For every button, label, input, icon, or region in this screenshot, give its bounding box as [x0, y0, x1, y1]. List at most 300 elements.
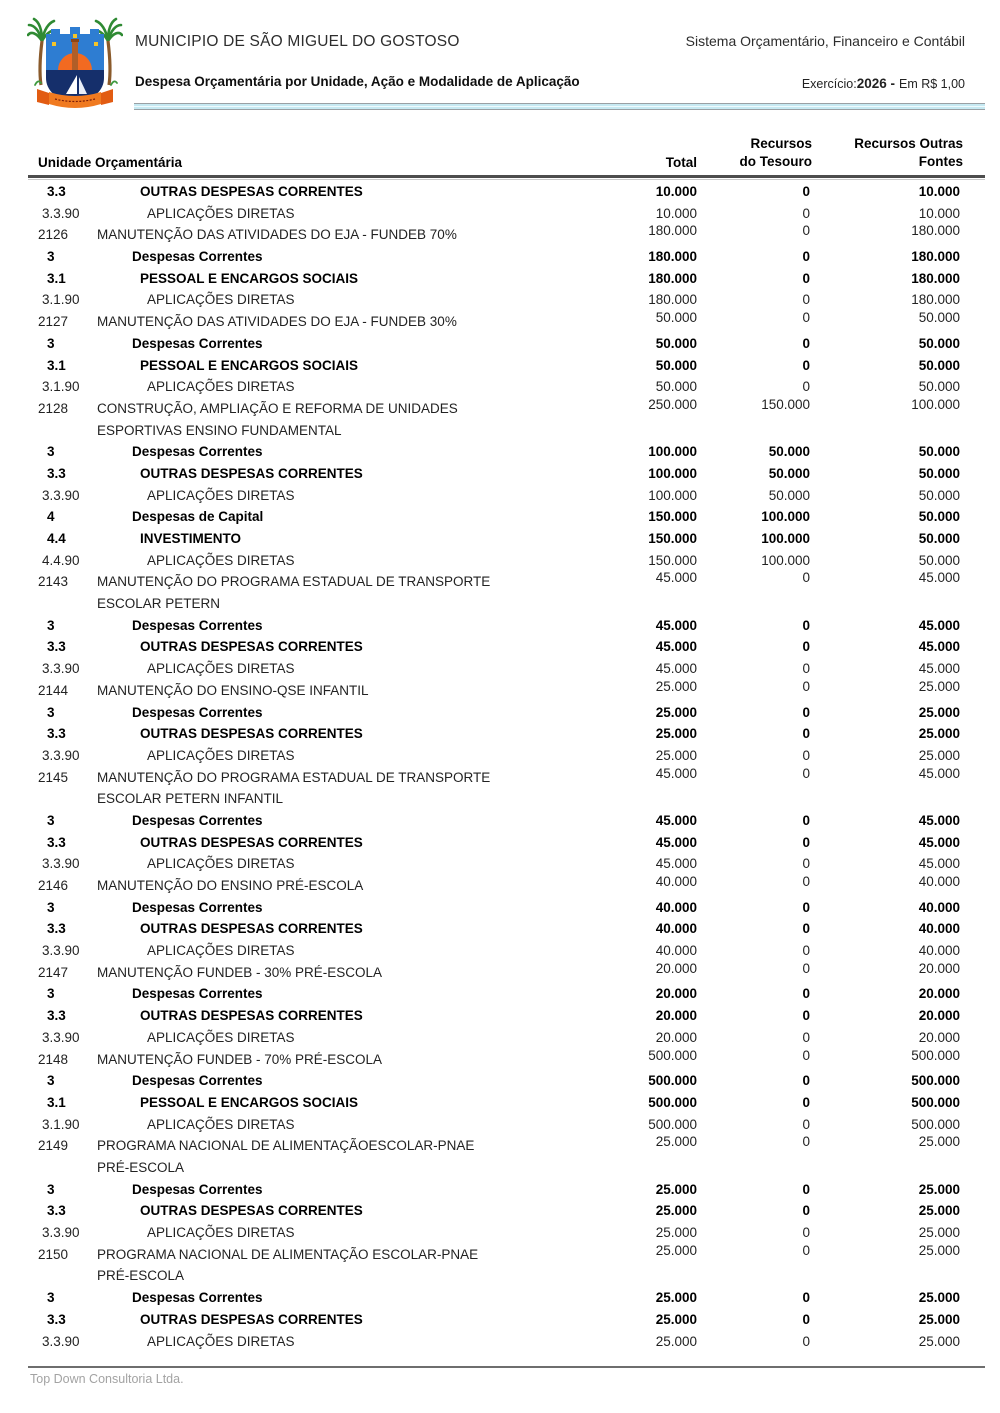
row-code: 3	[47, 812, 55, 828]
row-other-sources-value: 25.000	[918, 1181, 960, 1197]
table-row	[0, 376, 1000, 398]
row-other-sources-value: 10.000	[918, 184, 960, 199]
row-other-sources-value: 50.000	[918, 509, 960, 525]
table-row	[0, 224, 1000, 246]
row-description	[140, 1309, 1000, 1331]
row-code: 3.3.90	[42, 943, 80, 959]
table-row	[0, 268, 1000, 290]
table-row	[0, 463, 1000, 485]
table-row	[0, 918, 1000, 940]
row-description	[132, 333, 1000, 355]
row-description	[97, 1244, 1000, 1287]
row-other-sources-value: 25.000	[918, 1203, 960, 1219]
row-total-value: 150.000	[648, 509, 697, 525]
row-total-value: 100.000	[648, 465, 697, 481]
row-other-sources-value: 50.000	[918, 335, 960, 351]
column-header-other-line2: Fontes	[918, 154, 963, 169]
row-description-line1: OUTRAS DESPESAS CORRENTES	[140, 1203, 363, 1219]
table-row	[0, 289, 1000, 311]
row-code: 2149	[38, 1138, 69, 1154]
row-code: 3.3	[47, 1203, 66, 1219]
table-row	[0, 940, 1000, 962]
row-description-line1: PROGRAMA NACIONAL DE ALIMENTAÇÃOESCOLAR-PNAE	[97, 1138, 475, 1154]
row-description	[97, 311, 1000, 333]
row-treasury-value: 0	[802, 747, 810, 763]
row-treasury-value: 0	[802, 704, 810, 720]
row-description-line1: Despesas Correntes	[132, 812, 263, 828]
row-description	[140, 1092, 1000, 1114]
row-treasury-value: 0	[802, 1311, 810, 1327]
row-description-line1: PESSOAL E ENCARGOS SOCIAIS	[140, 1094, 359, 1110]
row-description	[132, 441, 1000, 463]
row-other-sources-value: 40.000	[918, 943, 960, 959]
table-row	[0, 636, 1000, 658]
exercise-year: 2026 -	[856, 76, 895, 91]
row-description	[147, 745, 1000, 767]
row-total-value: 500.000	[648, 1116, 697, 1132]
row-description	[132, 702, 1000, 724]
row-description-line1: APLICAÇÕES DIRETAS	[147, 379, 295, 395]
row-total-value: 25.000	[655, 1333, 697, 1349]
row-code: 3.3.90	[42, 856, 80, 872]
row-description-line1: OUTRAS DESPESAS CORRENTES	[140, 639, 363, 655]
row-code: 3.1.90	[42, 1116, 80, 1132]
row-treasury-value: 0	[802, 1181, 810, 1197]
row-total-value: 45.000	[655, 812, 697, 828]
row-description-line1: MANUTENÇÃO DO ENSINO PRÉ-ESCOLA	[97, 878, 364, 894]
row-total-value: 25.000	[655, 1311, 697, 1327]
row-code: 3	[47, 704, 55, 720]
table-row	[0, 1049, 1000, 1071]
row-other-sources-value: 500.000	[911, 1116, 960, 1132]
row-description	[147, 1222, 1000, 1244]
row-treasury-value: 0	[802, 834, 810, 850]
row-description-line1: APLICAÇÕES DIRETAS	[147, 205, 295, 221]
row-other-sources-value: 45.000	[918, 812, 960, 828]
row-other-sources-value: 50.000	[918, 379, 960, 395]
table-row	[0, 550, 1000, 572]
row-total-value: 180.000	[648, 292, 697, 308]
row-description-line1: MANUTENÇÃO FUNDEB - 30% PRÉ-ESCOLA	[97, 964, 383, 980]
row-other-sources-value: 20.000	[918, 960, 960, 976]
row-code: 3.1.90	[42, 379, 80, 395]
row-total-value: 180.000	[648, 270, 697, 286]
row-code: 3.3	[47, 1311, 66, 1327]
row-description-line2: ESPORTIVAS ENSINO FUNDAMENTAL	[97, 422, 342, 438]
row-code: 2148	[38, 1051, 69, 1067]
row-description	[140, 355, 1000, 377]
row-description	[140, 1200, 1000, 1222]
table-row	[0, 571, 1000, 614]
row-description	[97, 398, 1000, 441]
row-treasury-value: 0	[802, 678, 810, 694]
column-header-total: Total	[665, 155, 697, 170]
table-row	[0, 333, 1000, 355]
row-description-line1: Despesas Correntes	[132, 249, 263, 265]
column-header-treasury-line1: Recursos	[750, 136, 812, 151]
row-total-value: 20.000	[655, 1008, 697, 1024]
row-other-sources-value: 45.000	[918, 834, 960, 850]
row-description	[132, 615, 1000, 637]
row-other-sources-value: 25.000	[918, 1134, 960, 1150]
row-description	[147, 658, 1000, 680]
row-treasury-value: 0	[802, 1203, 810, 1219]
row-treasury-value: 0	[802, 1008, 810, 1024]
row-description	[140, 1005, 1000, 1027]
row-code: 3.3.90	[42, 1225, 80, 1241]
row-other-sources-value: 50.000	[918, 531, 960, 547]
row-other-sources-value: 50.000	[918, 465, 960, 481]
row-description-line1: MANUTENÇÃO DO ENSINO-QSE INFANTIL	[97, 682, 369, 698]
row-description	[132, 983, 1000, 1005]
row-description	[132, 1179, 1000, 1201]
row-other-sources-value: 180.000	[911, 292, 960, 308]
row-other-sources-value: 25.000	[918, 1311, 960, 1327]
row-description	[147, 1027, 1000, 1049]
row-description-line1: PROGRAMA NACIONAL DE ALIMENTAÇÃO ESCOLAR-PNAE	[97, 1246, 479, 1262]
row-other-sources-value: 40.000	[918, 921, 960, 937]
row-description	[132, 810, 1000, 832]
row-total-value: 25.000	[655, 1225, 697, 1241]
row-other-sources-value: 500.000	[911, 1094, 960, 1110]
row-total-value: 50.000	[655, 379, 697, 395]
row-description	[147, 485, 1000, 507]
row-total-value: 45.000	[655, 765, 697, 781]
row-other-sources-value: 180.000	[911, 249, 960, 265]
row-treasury-value: 0	[802, 184, 810, 199]
row-description	[97, 571, 1000, 614]
row-code: 3	[47, 1073, 55, 1089]
row-description-line1: PESSOAL E ENCARGOS SOCIAIS	[140, 357, 359, 373]
row-description	[97, 767, 1000, 810]
row-code: 3	[47, 617, 55, 633]
row-treasury-value: 0	[802, 960, 810, 976]
table-row	[0, 745, 1000, 767]
row-code: 2147	[38, 964, 69, 980]
row-total-value: 50.000	[655, 357, 697, 373]
header-divider	[134, 103, 985, 110]
row-other-sources-value: 45.000	[918, 765, 960, 781]
row-treasury-value: 100.000	[761, 552, 810, 568]
row-treasury-value: 0	[802, 292, 810, 308]
row-treasury-value: 0	[802, 899, 810, 915]
row-treasury-value: 0	[802, 1047, 810, 1063]
table-row	[0, 962, 1000, 984]
row-code: 3.3	[47, 834, 66, 850]
row-total-value: 25.000	[655, 726, 697, 742]
table-row	[0, 181, 1000, 203]
row-description-line2: PRÉ-ESCOLA	[97, 1160, 185, 1175]
row-treasury-value: 0	[802, 765, 810, 781]
row-other-sources-value: 180.000	[911, 223, 960, 239]
row-treasury-value: 0	[802, 661, 810, 677]
row-other-sources-value: 500.000	[911, 1047, 960, 1063]
column-header-unit: Unidade Orçamentária	[38, 155, 183, 170]
row-treasury-value: 0	[802, 1333, 810, 1349]
row-description-line1: OUTRAS DESPESAS CORRENTES	[140, 834, 363, 850]
row-treasury-value: 0	[802, 570, 810, 586]
row-description	[132, 506, 1000, 528]
row-description-line1: APLICAÇÕES DIRETAS	[147, 1116, 295, 1132]
table-row	[0, 1005, 1000, 1027]
row-description-line1: Despesas Correntes	[132, 986, 263, 1002]
table-row	[0, 246, 1000, 268]
row-total-value: 25.000	[655, 1203, 697, 1219]
row-total-value: 25.000	[655, 1134, 697, 1150]
row-total-value: 150.000	[648, 531, 697, 547]
row-description-line1: APLICAÇÕES DIRETAS	[147, 1333, 295, 1349]
row-code: 2144	[38, 682, 69, 698]
table-row	[0, 398, 1000, 441]
row-code: 4.4.90	[42, 552, 80, 568]
row-treasury-value: 0	[802, 223, 810, 239]
row-total-value: 40.000	[655, 899, 697, 915]
row-description-line1: MANUTENÇÃO DAS ATIVIDADES DO EJA - FUNDEB 30%	[97, 314, 457, 330]
row-total-value: 10.000	[655, 205, 697, 221]
row-code: 3	[47, 986, 55, 1002]
row-total-value: 500.000	[648, 1094, 697, 1110]
table-row	[0, 723, 1000, 745]
table-row	[0, 658, 1000, 680]
row-code: 3.1.90	[42, 292, 80, 308]
table-row	[0, 1309, 1000, 1331]
row-description-line1: Despesas Correntes	[132, 1073, 263, 1089]
row-description	[140, 723, 1000, 745]
row-code: 3.3	[47, 184, 66, 199]
row-total-value: 150.000	[648, 552, 697, 568]
table-row	[0, 441, 1000, 463]
row-description	[147, 940, 1000, 962]
currency-note: Em R$ 1,00	[898, 77, 965, 91]
row-code: 3	[47, 249, 55, 265]
row-other-sources-value: 20.000	[918, 1008, 960, 1024]
row-description	[140, 268, 1000, 290]
row-treasury-value: 0	[802, 205, 810, 221]
row-code: 3.1	[47, 357, 66, 373]
row-description-line1: OUTRAS DESPESAS CORRENTES	[140, 1311, 363, 1327]
row-treasury-value: 0	[802, 1094, 810, 1110]
row-total-value: 25.000	[655, 678, 697, 694]
row-other-sources-value: 25.000	[918, 726, 960, 742]
row-treasury-value: 0	[802, 310, 810, 326]
row-total-value: 45.000	[655, 617, 697, 633]
row-code: 3.3.90	[42, 661, 80, 677]
row-treasury-value: 50.000	[768, 444, 810, 460]
table-row	[0, 1070, 1000, 1092]
row-other-sources-value: 25.000	[918, 1242, 960, 1258]
row-total-value: 25.000	[655, 747, 697, 763]
row-description-line1: APLICAÇÕES DIRETAS	[147, 1029, 295, 1045]
row-description-line1: APLICAÇÕES DIRETAS	[147, 661, 295, 677]
row-treasury-value: 0	[802, 874, 810, 890]
row-description-line1: MANUTENÇÃO DO PROGRAMA ESTADUAL DE TRANSPORTE	[97, 574, 491, 590]
row-other-sources-value: 20.000	[918, 986, 960, 1002]
table-row	[0, 702, 1000, 724]
table-row	[0, 767, 1000, 810]
row-total-value: 100.000	[648, 487, 697, 503]
row-description-line1: CONSTRUÇÃO, AMPLIAÇÃO E REFORMA DE UNIDADES	[97, 400, 458, 416]
column-header-treasury	[740, 135, 813, 171]
row-description	[97, 1135, 1000, 1178]
row-description	[97, 962, 1000, 984]
row-other-sources-value: 45.000	[918, 661, 960, 677]
table-row	[0, 1179, 1000, 1201]
exercise-label: Exercício:	[801, 77, 857, 91]
row-code: 3	[47, 444, 55, 460]
row-code: 2146	[38, 878, 69, 894]
row-description-line1: APLICAÇÕES DIRETAS	[147, 943, 295, 959]
row-total-value: 50.000	[655, 335, 697, 351]
row-other-sources-value: 45.000	[918, 856, 960, 872]
table-row	[0, 1027, 1000, 1049]
table-row	[0, 832, 1000, 854]
row-treasury-value: 0	[802, 335, 810, 351]
row-description	[147, 289, 1000, 311]
row-description-line1: APLICAÇÕES DIRETAS	[147, 487, 295, 503]
row-other-sources-value: 25.000	[918, 678, 960, 694]
row-description	[132, 1070, 1000, 1092]
row-other-sources-value: 50.000	[918, 552, 960, 568]
row-code: 3	[47, 335, 55, 351]
row-description	[147, 1331, 1000, 1353]
row-code: 2150	[38, 1246, 69, 1262]
row-description-line1: OUTRAS DESPESAS CORRENTES	[140, 726, 363, 742]
row-description	[140, 636, 1000, 658]
row-code: 3.3.90	[42, 487, 80, 503]
row-treasury-value: 0	[802, 1290, 810, 1306]
row-total-value: 25.000	[655, 704, 697, 720]
row-total-value: 180.000	[648, 249, 697, 265]
row-other-sources-value: 180.000	[911, 270, 960, 286]
table-row	[0, 311, 1000, 333]
table-body	[0, 181, 1000, 1352]
row-description-line1: OUTRAS DESPESAS CORRENTES	[140, 184, 363, 199]
row-other-sources-value: 25.000	[918, 1333, 960, 1349]
row-description-line1: OUTRAS DESPESAS CORRENTES	[140, 465, 363, 481]
table-row	[0, 1200, 1000, 1222]
row-code: 3.1	[47, 270, 66, 286]
table-row	[0, 875, 1000, 897]
row-treasury-value: 0	[802, 639, 810, 655]
municipality-name: MUNICIPIO DE SÃO MIGUEL DO GOSTOSO	[135, 33, 460, 50]
row-total-value: 10.000	[655, 184, 697, 199]
row-treasury-value: 0	[802, 249, 810, 265]
table-row	[0, 680, 1000, 702]
row-other-sources-value: 50.000	[918, 444, 960, 460]
table-row	[0, 506, 1000, 528]
row-description-line1: PESSOAL E ENCARGOS SOCIAIS	[140, 270, 359, 286]
row-code: 2143	[38, 574, 69, 590]
row-other-sources-value: 40.000	[918, 874, 960, 890]
row-other-sources-value: 45.000	[918, 639, 960, 655]
row-treasury-value: 0	[802, 1073, 810, 1089]
row-code: 3	[47, 899, 55, 915]
row-description-line1: MANUTENÇÃO FUNDEB - 70% PRÉ-ESCOLA	[97, 1051, 383, 1067]
row-treasury-value: 50.000	[768, 465, 810, 481]
row-total-value: 20.000	[655, 1029, 697, 1045]
table-row	[0, 1331, 1000, 1353]
row-description	[140, 832, 1000, 854]
row-treasury-value: 150.000	[761, 396, 810, 412]
row-description-line1: OUTRAS DESPESAS CORRENTES	[140, 1008, 363, 1024]
row-treasury-value: 0	[802, 986, 810, 1002]
row-description	[147, 1114, 1000, 1136]
row-description	[140, 181, 1000, 203]
municipal-coat-of-arms-icon	[27, 15, 123, 115]
row-description-line1: Despesas Correntes	[132, 444, 263, 460]
row-description-line1: INVESTIMENTO	[140, 531, 242, 547]
row-other-sources-value: 25.000	[918, 1225, 960, 1241]
row-description	[140, 918, 1000, 940]
row-total-value: 25.000	[655, 1242, 697, 1258]
row-code: 3.1	[47, 1094, 66, 1110]
row-description-line1: APLICAÇÕES DIRETAS	[147, 747, 295, 763]
row-description	[132, 1287, 1000, 1309]
row-treasury-value: 0	[802, 379, 810, 395]
row-description-line2: ESCOLAR PETERN INFANTIL	[97, 791, 284, 807]
row-treasury-value: 0	[802, 726, 810, 742]
table-row	[0, 1244, 1000, 1287]
table-header-separator	[28, 175, 985, 180]
row-description-line1: MANUTENÇÃO DAS ATIVIDADES DO EJA - FUNDEB 70%	[97, 227, 457, 243]
table-row	[0, 1287, 1000, 1309]
table-row	[0, 810, 1000, 832]
row-description	[132, 897, 1000, 919]
row-treasury-value: 0	[802, 1242, 810, 1258]
row-description-line1: OUTRAS DESPESAS CORRENTES	[140, 921, 363, 937]
row-total-value: 45.000	[655, 834, 697, 850]
row-code: 2127	[38, 314, 69, 330]
system-name: Sistema Orçamentário, Financeiro e Contábil	[685, 33, 965, 49]
row-description-line1: APLICAÇÕES DIRETAS	[147, 1225, 295, 1241]
row-treasury-value: 0	[802, 617, 810, 633]
row-total-value: 500.000	[648, 1073, 697, 1089]
row-treasury-value: 0	[802, 357, 810, 373]
row-other-sources-value: 500.000	[911, 1073, 960, 1089]
row-total-value: 45.000	[655, 661, 697, 677]
row-description	[97, 224, 1000, 246]
row-treasury-value: 0	[802, 943, 810, 959]
row-description-line1: Despesas Correntes	[132, 704, 263, 720]
row-treasury-value: 0	[802, 1116, 810, 1132]
exercise-info	[802, 76, 965, 91]
row-description	[140, 528, 1000, 550]
row-code: 3	[47, 1290, 55, 1306]
row-description-line1: MANUTENÇÃO DO PROGRAMA ESTADUAL DE TRANSPORTE	[97, 769, 491, 785]
row-total-value: 500.000	[648, 1047, 697, 1063]
row-description	[147, 853, 1000, 875]
row-description	[140, 463, 1000, 485]
row-total-value: 45.000	[655, 639, 697, 655]
row-total-value: 250.000	[648, 396, 697, 412]
row-code: 3.3.90	[42, 747, 80, 763]
footer-company: Top Down Consultoria Ltda.	[30, 1372, 184, 1386]
row-treasury-value: 0	[802, 1225, 810, 1241]
row-treasury-value: 0	[802, 1029, 810, 1045]
row-total-value: 25.000	[655, 1290, 697, 1306]
row-total-value: 50.000	[655, 310, 697, 326]
row-description-line1: APLICAÇÕES DIRETAS	[147, 552, 295, 568]
row-code: 4	[47, 509, 55, 525]
row-total-value: 45.000	[655, 570, 697, 586]
row-other-sources-value: 100.000	[911, 396, 960, 412]
table-row	[0, 1135, 1000, 1178]
column-header-other-line1: Recursos Outras	[854, 136, 963, 151]
table-row	[0, 1222, 1000, 1244]
row-code: 3.3	[47, 465, 66, 481]
row-treasury-value: 0	[802, 921, 810, 937]
row-total-value: 40.000	[655, 921, 697, 937]
